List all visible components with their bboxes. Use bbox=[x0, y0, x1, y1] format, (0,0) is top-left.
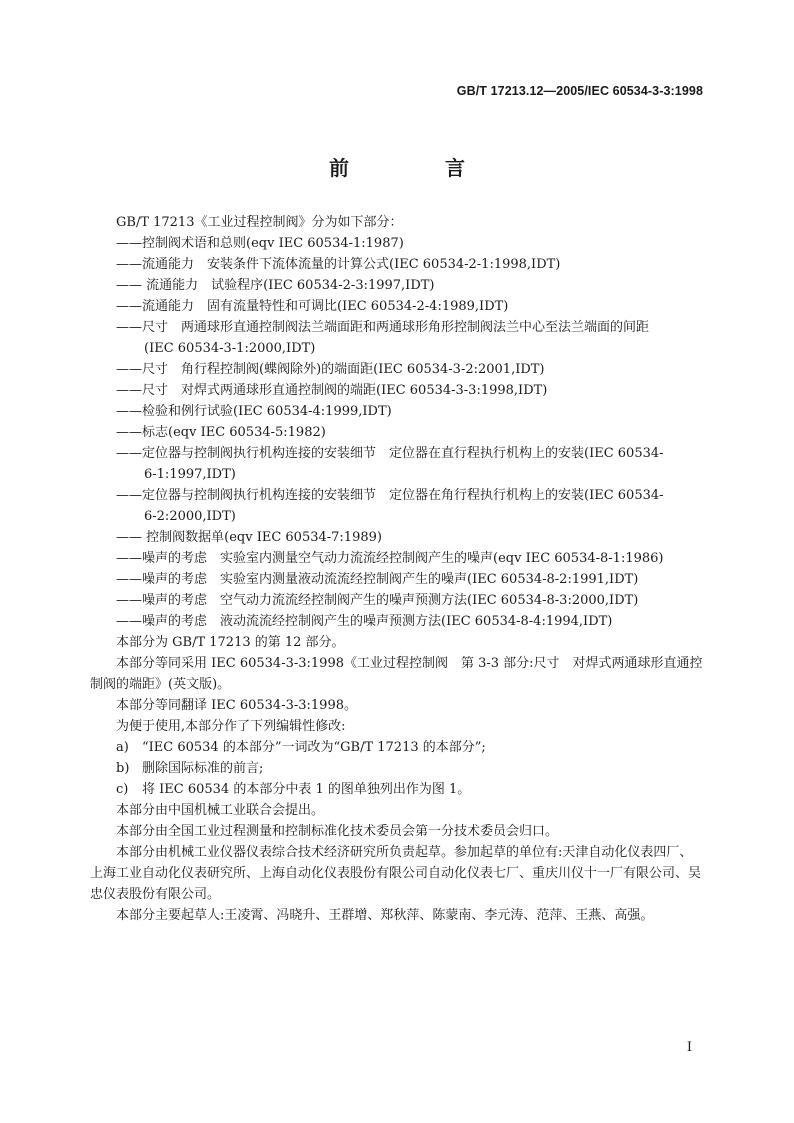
modifications-list bbox=[90, 737, 704, 800]
paragraph-adoption: 本部分等同采用 IEC 60534-3-3:1998《工业过程控制阀 第 3-3 部分:尺寸 对焊式两通球形直通控制阀的端距》(英文版)。 bbox=[90, 656, 703, 692]
list-item-continuation: (IEC 60534-3-1:2000,IDT) bbox=[144, 341, 316, 356]
list-item bbox=[90, 737, 704, 758]
paragraph-translation: 本部分等同翻译 IEC 60534-3-3:1998。 bbox=[116, 698, 357, 713]
page-number: I bbox=[686, 1040, 692, 1055]
list-item: ——标志(eqv IEC 60534-5:1982) bbox=[116, 425, 326, 440]
list-item bbox=[90, 758, 704, 779]
paragraph-modifications-intro: 为便于使用,本部分作了下列编辑性修改: bbox=[116, 719, 346, 734]
page-title: 前 言 bbox=[329, 156, 503, 180]
list-item bbox=[90, 779, 704, 800]
paragraph-centralized: 本部分由全国工业过程测量和控制标准化技术委员会第一分技术委员会归口。 bbox=[116, 824, 559, 839]
list-item: ——流通能力 固有流量特性和可调比(IEC 60534-2-4:1989,IDT) bbox=[116, 299, 509, 314]
list-item: ——控制阀术语和总则(eqv IEC 60534-1:1987) bbox=[116, 236, 404, 251]
paragraph-proposer: 本部分由中国机械工业联合会提出。 bbox=[116, 803, 325, 818]
list-item: ——尺寸 对焊式两通球形直通控制阀的端距(IEC 60534-3-3:1998,IDT) bbox=[116, 383, 548, 398]
list-item: ——噪声的考虑 空气动力流流经控制阀产生的噪声预测方法(IEC 60534-8-3:2000,IDT) bbox=[116, 593, 639, 608]
list-item: ——检验和例行试验(IEC 60534-4:1999,IDT) bbox=[116, 404, 392, 419]
list-item: ——尺寸 两通球形直通控制阀法兰端面距和两通球形角形控制阀法兰中心至法兰端面的间距 bbox=[116, 320, 650, 335]
list-item-text: “IEC 60534 的本部分”一词改为“GB/T 17213 的本部分”; bbox=[142, 740, 486, 755]
list-item: ——尺寸 角行程控制阀(蝶阀除外)的端面距(IEC 60534-3-2:2001,IDT) bbox=[116, 362, 545, 377]
list-item: ——定位器与控制阀执行机构连接的安装细节 定位器在角行程执行机构上的安装(IEC 60534- bbox=[116, 488, 664, 503]
list-item: ——定位器与控制阀执行机构连接的安装细节 定位器在直行程执行机构上的安装(IEC 60534- bbox=[116, 446, 664, 461]
list-item-continuation: 6-2:2000,IDT) bbox=[144, 509, 236, 524]
list-item: —— 控制阀数据单(eqv IEC 60534-7:1989) bbox=[116, 530, 382, 545]
list-item: ——噪声的考虑 实验室内测量空气动力流流经控制阀产生的噪声(eqv IEC 60534-8-1:1986) bbox=[116, 551, 664, 566]
list-item-text: 删除国际标准的前言; bbox=[142, 761, 264, 776]
intro-paragraph: GB/T 17213《工业过程控制阀》分为如下部分： bbox=[116, 215, 403, 230]
paragraph-drafters: 本部分主要起草人:王凌霄、冯晓升、王群增、郑秋萍、陈蒙南、李元涛、范萍、王燕、高强。 bbox=[116, 908, 654, 923]
list-item: ——噪声的考虑 实验室内测量液动流流经控制阀产生的噪声(IEC 60534-8-2:1991,IDT) bbox=[116, 572, 639, 587]
document-body bbox=[90, 212, 704, 926]
list-marker: c) bbox=[116, 782, 129, 797]
list-marker: a) bbox=[116, 740, 129, 755]
list-item: ——噪声的考虑 液动流流经控制阀产生的噪声预测方法(IEC 60534-8-4:1994,IDT) bbox=[116, 614, 613, 629]
list-item-continuation: 6-1:1997,IDT) bbox=[144, 467, 236, 482]
list-item: ——流通能力 安装条件下流体流量的计算公式(IEC 60534-2-1:1998,IDT) bbox=[116, 257, 561, 272]
parts-list bbox=[90, 233, 704, 632]
list-marker: b) bbox=[116, 761, 130, 776]
list-item: —— 流通能力 试验程序(IEC 60534-2-3:1997,IDT) bbox=[116, 278, 435, 293]
paragraph-drafting-units: 本部分由机械工业仪器仪表综合技术经济研究所负责起草。参加起草的单位有:天津自动化仪表四厂、上海工业自动化仪表研究所、上海自动化仪表股份有限公司自动化仪表七厂、重庆川仪十一厂有限公司、吴忠仪表股份有限公司。 bbox=[90, 845, 702, 902]
standard-code-header: GB/T 17213.12—2005/IEC 60534-3-3:1998 bbox=[456, 84, 703, 98]
paragraph-part-number: 本部分为 GB/T 17213 的第 12 部分。 bbox=[116, 635, 345, 650]
list-item-text: 将 IEC 60534 的本部分中表 1 的图单独列出作为图 1。 bbox=[142, 782, 471, 797]
